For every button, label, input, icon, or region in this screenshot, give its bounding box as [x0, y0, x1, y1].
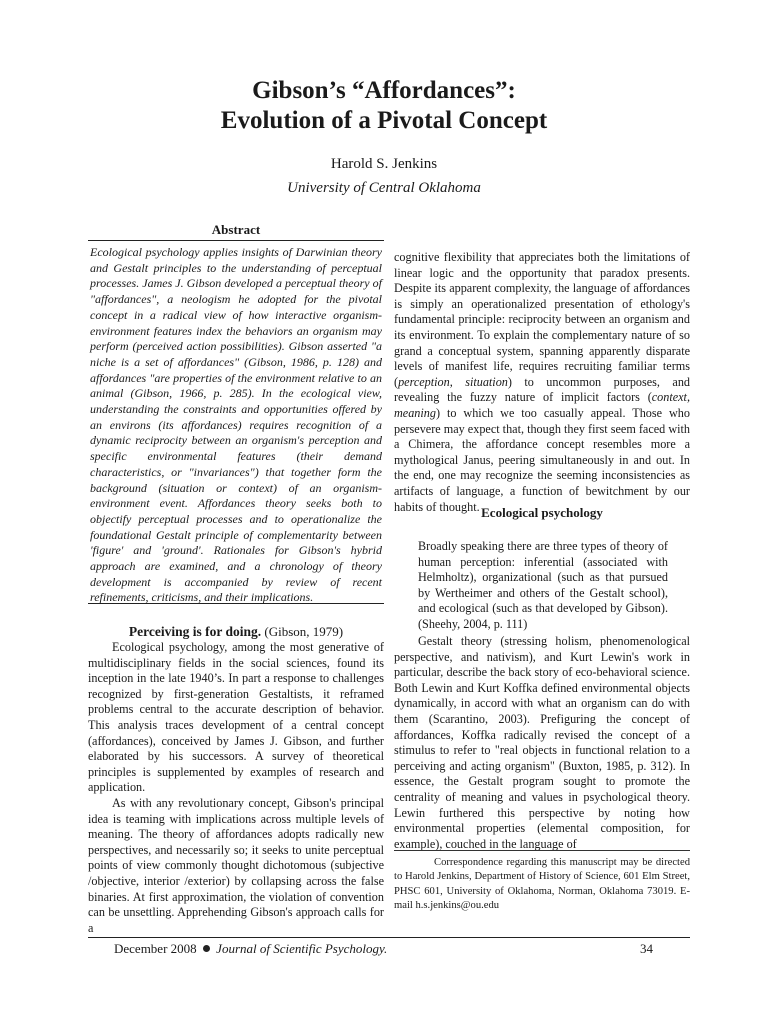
abstract-heading: Abstract	[211, 222, 261, 237]
section-heading-perceiving-title: Perceiving is for doing.	[128, 624, 262, 639]
right-column-body	[394, 634, 690, 852]
correspondence-note: Correspondence regarding this manuscript may be directed to Harold Jenkins, Department of History of Science, 601 Elm Street, PHSC 601, University of Oklahoma, Norman, Oklahoma 73019. E-mail h.s.jenkins@ou.edu	[394, 857, 690, 912]
text-run: ) to uncommon purposes, and revealing the fuzzy nature of implicit factors (	[394, 374, 691, 405]
footer-rule	[88, 937, 690, 938]
paper-title-line-2: Evolution of a Pivotal Concept	[220, 107, 548, 134]
page-number: 34	[640, 941, 653, 956]
section-heading-perceiving-cite: (Gibson, 1979)	[261, 624, 344, 639]
section-heading-perceiving	[88, 624, 384, 640]
footnote-rule	[394, 850, 690, 851]
block-quote: Broadly speaking there are three types of theory of human perception: inferential (associated with Helmholtz), organizational (such as that pursued by Wertheimer and others of the Gestalt school), and ecological (such as that developed by Gibson).(Sheehy, 2004, p. 111)	[418, 539, 668, 631]
author-affiliation: University of Central Oklahoma	[287, 180, 481, 196]
bullet-icon	[203, 945, 210, 952]
text-run: cognitive flexibility that appreciates both the limitations of linear logic and the opportunity that paradox presents. Despite its apparent complexity, the language of affordances is simply an operationalized presentation of ethology's fundamental principle: reciprocity between an organism and its environment. To explain the complementary nature of so grand a conceptual system, spanning apparently disparate levels of manifest life, requires recruiting familiar terms (	[394, 250, 690, 389]
footer-journal: Journal of Scientific Psychology.	[216, 941, 388, 956]
paragraph: Ecological psychology, among the most generative of multidisciplinary fields in the social sciences, found its inception in the late 1940’s. In part a response to challenges recognized by first-generation Gestaltists, it reframed problems central to the accurate description of behavior. This analysis traces development of a central concept (affordances), conceived by James J. Gibson, and further elaborated by his successors. A survey of theoretical principles is supplemented by examples of research and application.	[88, 640, 384, 795]
author-name: Harold S. Jenkins	[330, 156, 438, 172]
right-column-continuation	[394, 250, 690, 515]
paragraph: As with any revolutionary concept, Gibson's principal idea is teaming with implications across multiple levels of meaning. The theory of affordances adopts radically new perspectives, and necessarily so; it seeks to unite perceptual points of view commonly thought dichotomous (subjective /objective, interior /exterior) by collapsing across the false binaries. At first approximation, the violation of convention can be unsettling. Apprehending Gibson's approach calls for a	[88, 795, 384, 935]
italic-term: perception, situation	[398, 374, 508, 389]
footer-citation	[114, 941, 387, 957]
italic-term: context, meaning	[394, 390, 690, 420]
paragraph: Gestalt theory (stressing holism, phenomenological perspective, and nativism), and Kurt Lewin's work in particular, describe the back story of eco-behavioral science. Both Lewin and Kurt Koffka defined environmental objects dynamically, in accord with what an organism can do with them (Scarantino, 2003). Prefiguring the concept of affordances, Koffka radically revised the concept of a stimulus to refer to "real objects in functional relation to a perceiving and acting organism" (Buxton, 1985, p. 312). In essence, the Gestalt program sought to promote the centrality of meaning and values in psychological theory. Lewin furthered this perspective by noting how environmental properties (elemental composition, for example), couched in the language of	[394, 634, 690, 851]
left-column-body	[88, 640, 384, 936]
text-run: ) to which we too casually appeal. Those who persevere may expect that, though they first seem faced with a Chimera, the affordance concept resembles more a mythological Janus, peering simultaneously in and out. In the end, one may recognize the seeming inconsistencies as artifacts of language, a function of bewitchment by our habits of thought.	[394, 405, 690, 514]
footer-date: December 2008	[114, 941, 197, 956]
abstract-text: Ecological psychology applies insights of Darwinian theory and Gestalt principles to the understanding of perceptual processes. James J. Gibson developed a perceptual theory of "affordances", a neologism he adopted for the pivotal concept in a radical view of how interactive organism-environment features index the behaviors an organism may perform (perceived action possibilities). Gibson asserted "a niche is a set of affordances" (Gibson, 1986, p. 128) and affordances "are properties of the environment relative to an animal (Gibson, 1966, p. 285). In the ecological view, understanding the constraints and opportunities offered by an environs (its affordances) requires recognition of a dynamic reciprocity between an organism's perception and specific environmental features (their demand characteristics, or "invariances") that together form the background (situation or context) of an organism-environment event. Affordances theory seeks both to objectify perceptual processes and to operationalize the foundational Gestalt principle of complementarity between 'figure' and 'ground'. Rationales for Gibson's hybrid approach are examined, and a chronology of theory development is accompanied by review of recent refinements, criticisms, and their implications.	[90, 245, 382, 605]
paragraph	[394, 250, 690, 515]
section-heading-ecological: Ecological psychology	[481, 505, 603, 520]
paper-title-line-1: Gibson’s “Affordances”:	[252, 77, 516, 104]
